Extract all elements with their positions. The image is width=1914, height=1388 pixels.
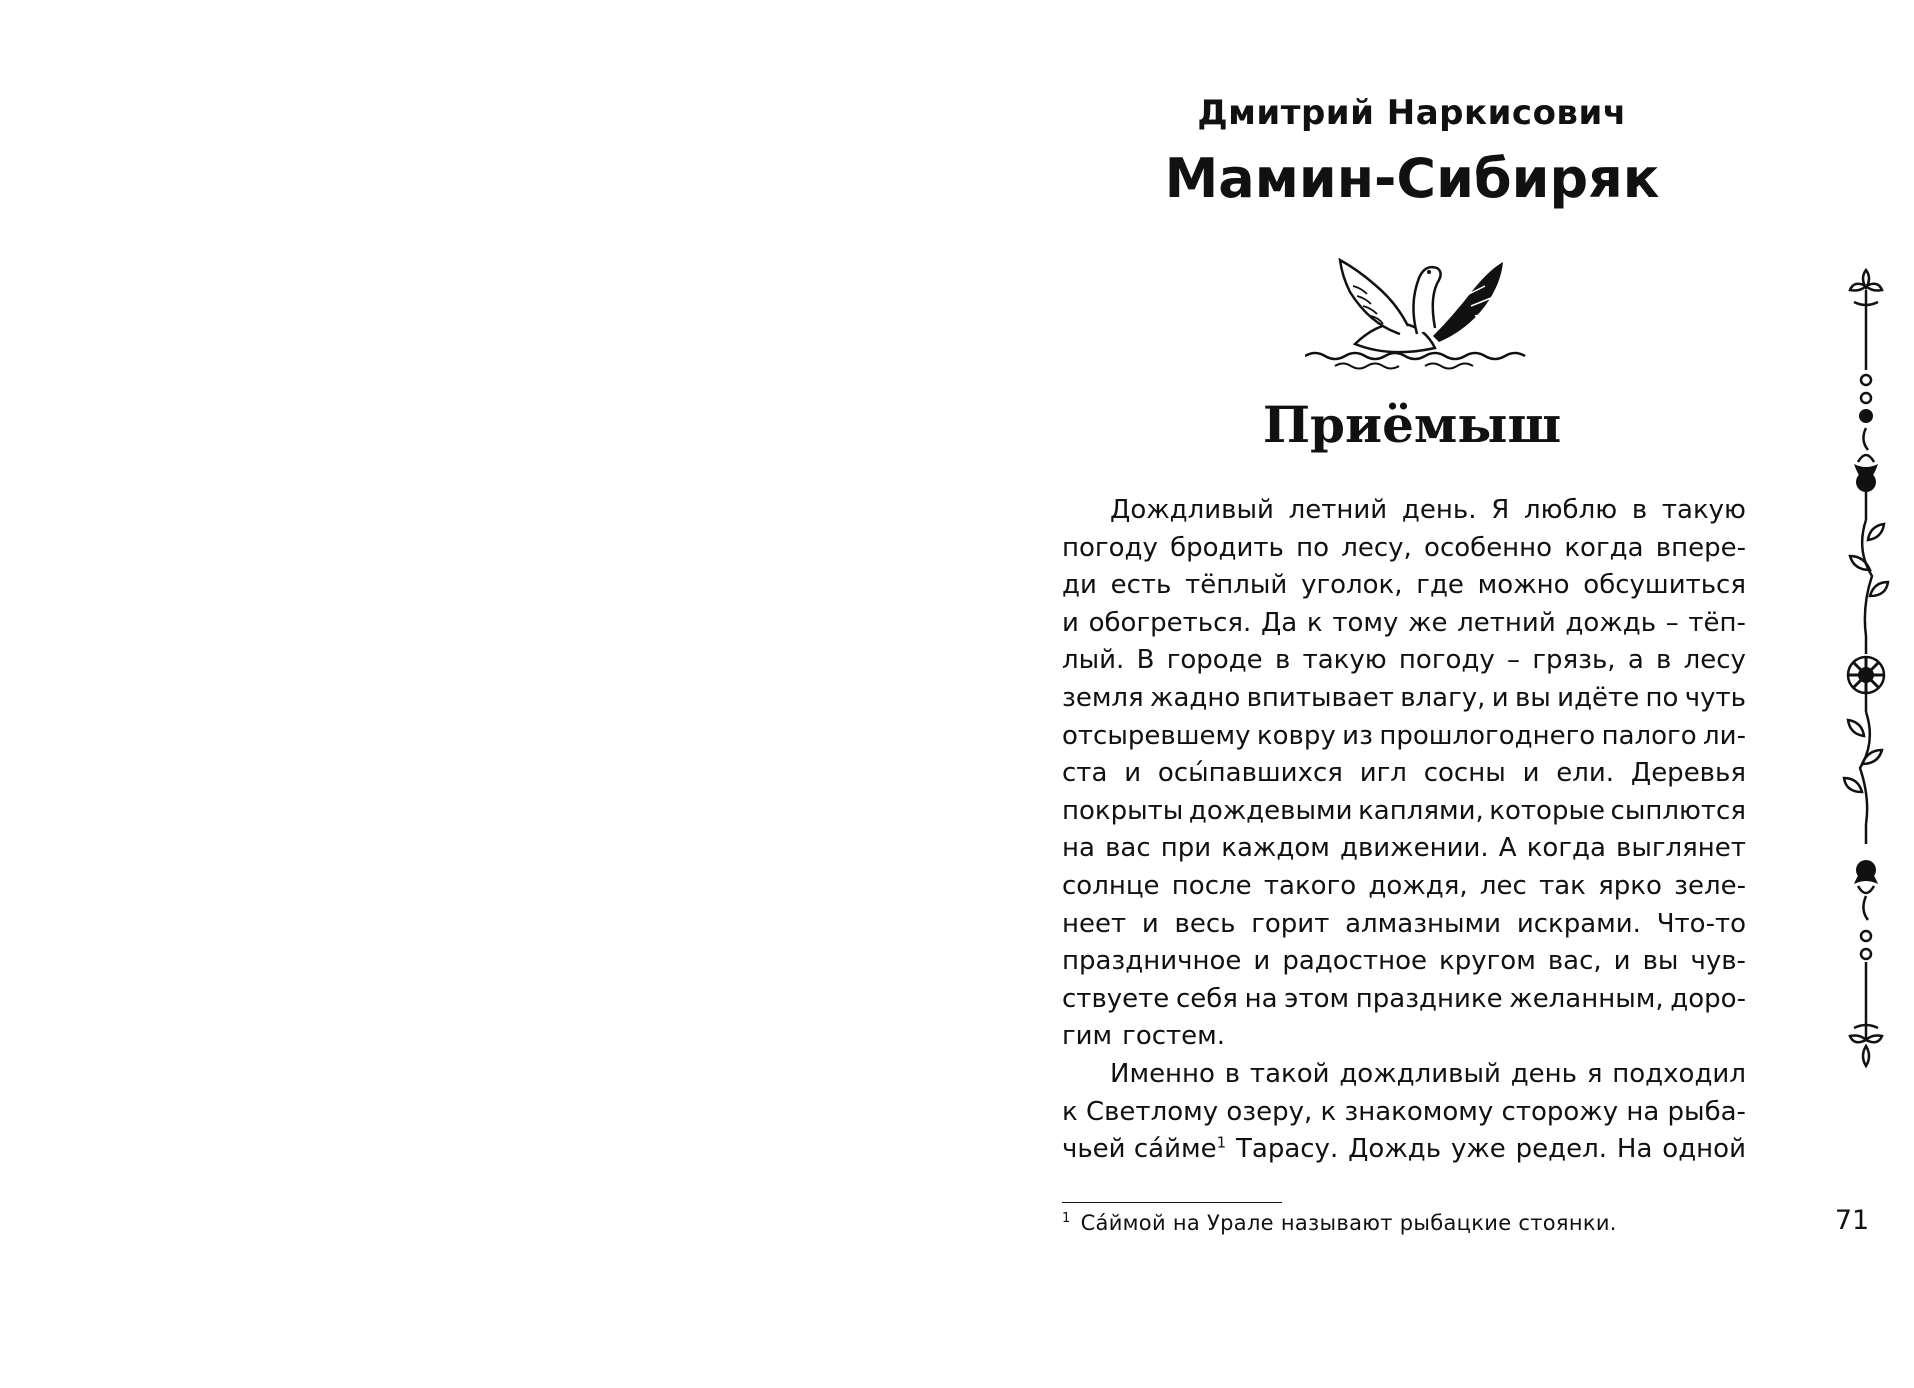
word: солнце — [1062, 870, 1160, 901]
word: Именно — [1110, 1058, 1215, 1089]
word: весь — [1174, 908, 1236, 939]
word: в — [1224, 1058, 1241, 1089]
word: бродить — [1170, 532, 1284, 563]
word: Что-то — [1656, 908, 1746, 939]
word: летний — [1457, 607, 1556, 638]
word: рыба- — [1667, 1096, 1746, 1127]
word: летний — [1288, 495, 1388, 525]
word: движении. — [1339, 833, 1489, 864]
word: доро- — [1670, 983, 1746, 1014]
word: ковру — [1256, 720, 1336, 751]
author-first-names: Дмитрий Наркисович — [1197, 93, 1627, 133]
author-last-name: Мамин-Сибиряк — [1164, 147, 1660, 210]
word: прошлогоднего — [1379, 720, 1596, 751]
word: вы — [1642, 946, 1679, 977]
word: идёте — [1557, 682, 1640, 713]
page-number: 71 — [1834, 1205, 1870, 1236]
word: на — [1062, 833, 1095, 864]
word: неет — [1062, 908, 1127, 939]
word: озеру, — [1226, 1096, 1313, 1127]
word: одной — [1662, 1134, 1746, 1165]
word: зеле- — [1674, 870, 1746, 901]
word: особенно — [1424, 532, 1553, 563]
word: ста — [1062, 758, 1108, 789]
word: когда — [1564, 532, 1644, 563]
word: радостное — [1282, 946, 1428, 977]
word: и — [1124, 758, 1142, 789]
word: такую — [1661, 495, 1746, 525]
text-line — [1062, 718, 1746, 756]
word: люблю — [1524, 495, 1618, 525]
word: дождь — [1565, 607, 1657, 638]
word: чьей са́йме — [1062, 1134, 1217, 1165]
word: при — [1160, 833, 1212, 864]
text-line — [1062, 981, 1746, 1019]
word: день. — [1401, 495, 1477, 525]
word: есть — [1110, 570, 1172, 601]
word: по — [1296, 532, 1330, 563]
footnote-mark: 1 — [1062, 1211, 1071, 1226]
word: из — [1342, 720, 1373, 751]
word: гим — [1062, 1021, 1113, 1052]
word: в — [1631, 495, 1648, 525]
word: а — [1627, 645, 1644, 676]
footnote — [1062, 1208, 1682, 1238]
word: кругом — [1439, 946, 1536, 977]
word: желанным, — [1509, 983, 1664, 1014]
word: осы́павшихся — [1157, 758, 1343, 789]
text-line — [1062, 868, 1746, 906]
word: дождя, — [1368, 870, 1468, 901]
footnote-divider — [1062, 1202, 1282, 1203]
text-line — [1062, 605, 1746, 643]
word: Деревья — [1630, 758, 1746, 789]
word: празднике — [1355, 983, 1503, 1014]
word: к — [1062, 1096, 1078, 1127]
word: и — [1062, 607, 1079, 638]
word: после — [1171, 870, 1252, 901]
word: лесу, — [1341, 532, 1412, 563]
word: погоду — [1398, 645, 1495, 676]
text-line — [1062, 830, 1746, 868]
text-line — [1062, 492, 1746, 530]
word: и — [1491, 682, 1509, 713]
word: вы — [1514, 682, 1551, 713]
word: и — [1141, 908, 1159, 939]
word: к — [1306, 607, 1323, 638]
word: и — [1522, 758, 1540, 789]
word: сторожу — [1501, 1096, 1619, 1127]
word: сыплются — [1610, 795, 1746, 826]
text-line — [1062, 1056, 1746, 1094]
word: каплями, — [1358, 795, 1484, 826]
text-line — [1062, 906, 1746, 944]
word: горит — [1251, 908, 1330, 939]
word: покрыты — [1062, 795, 1184, 826]
word: ди — [1062, 570, 1097, 601]
word: Светлому — [1085, 1096, 1219, 1127]
story-body — [1062, 492, 1746, 1169]
word: вас — [1105, 833, 1151, 864]
word: уголок, — [1301, 570, 1403, 601]
text-line — [1062, 642, 1746, 680]
word: обсушиться — [1583, 570, 1746, 601]
word: тому — [1332, 607, 1399, 638]
book-page — [1062, 0, 1914, 1388]
word: гостем. — [1122, 1021, 1226, 1052]
word: такой — [1249, 1058, 1330, 1089]
word: впере- — [1655, 532, 1746, 563]
word: где — [1416, 570, 1464, 601]
word: Я — [1491, 495, 1510, 525]
word: редел. — [1515, 1134, 1608, 1165]
word: влагу, — [1400, 682, 1486, 713]
word: отсыревшему — [1062, 720, 1251, 751]
word: день — [1510, 1058, 1577, 1089]
word: погоду — [1062, 532, 1158, 563]
word: сосны — [1423, 758, 1506, 789]
word: чув- — [1690, 946, 1746, 977]
word: в — [1656, 645, 1672, 676]
word: городе — [1166, 645, 1263, 676]
word: и — [1613, 946, 1631, 977]
word: чуть — [1684, 682, 1746, 713]
text-line — [1062, 793, 1746, 831]
word: дождевыми — [1188, 795, 1353, 826]
word: ели. — [1556, 758, 1615, 789]
word: обогреться. — [1088, 607, 1252, 638]
word-with-footnote — [1062, 1131, 1226, 1169]
word: алмазными — [1345, 908, 1502, 939]
word: так — [1539, 870, 1586, 901]
word: когда — [1526, 833, 1606, 864]
footnote-reference[interactable]: 1 — [1216, 1133, 1227, 1152]
footnote-text: Са́ймой на Урале называют рыбацкие стоянки. — [1080, 1211, 1617, 1235]
word: и — [1253, 946, 1271, 977]
word: жадно — [1150, 682, 1241, 713]
word: лый. — [1062, 645, 1125, 676]
text-line — [1062, 530, 1746, 568]
floral-ornament-icon — [1838, 250, 1894, 1100]
word: к — [1320, 1096, 1337, 1127]
text-line — [1062, 567, 1746, 605]
word: на — [1244, 983, 1278, 1014]
word: искрами. — [1516, 908, 1641, 939]
word: я — [1586, 1058, 1603, 1089]
word: такого — [1263, 870, 1357, 901]
word: дождливый — [1339, 1058, 1501, 1089]
text-line — [1062, 1131, 1746, 1169]
word: себя — [1175, 983, 1238, 1014]
word: каждом — [1221, 833, 1330, 864]
word: вас, — [1547, 946, 1602, 977]
word: праздничное — [1062, 946, 1242, 977]
word: На — [1616, 1134, 1653, 1165]
word: В — [1136, 645, 1155, 676]
word: лесу — [1683, 645, 1746, 676]
word: лес — [1479, 870, 1527, 901]
word: игл — [1359, 758, 1407, 789]
word: – — [1665, 607, 1679, 638]
word: уже — [1450, 1134, 1506, 1165]
text-line — [1062, 943, 1746, 981]
word: в — [1274, 645, 1291, 676]
word: А — [1498, 833, 1517, 864]
text-line — [1062, 1094, 1746, 1132]
text-line — [1062, 680, 1746, 718]
word: этом — [1284, 983, 1350, 1014]
word: – — [1507, 645, 1521, 676]
word: ли- — [1703, 720, 1746, 751]
word: выглянет — [1616, 833, 1746, 864]
word: ярко — [1598, 870, 1662, 901]
word: ствуете — [1062, 983, 1170, 1014]
word: знакомому — [1344, 1096, 1494, 1127]
word: Да — [1260, 607, 1298, 638]
word: впитывает — [1246, 682, 1394, 713]
word: земля — [1062, 682, 1144, 713]
word: можно — [1477, 570, 1570, 601]
word: грязь, — [1532, 645, 1616, 676]
word: же — [1408, 607, 1448, 638]
text-line — [1062, 755, 1746, 793]
word: такую — [1302, 645, 1387, 676]
word: тёп- — [1688, 607, 1746, 638]
story-title: Приёмыш — [1262, 395, 1562, 454]
word: которые — [1489, 795, 1605, 826]
text-line — [1062, 1018, 1746, 1056]
word: тёплый — [1185, 570, 1288, 601]
word: подходил — [1612, 1058, 1746, 1089]
word: на — [1626, 1096, 1660, 1127]
word: Дождливый — [1110, 495, 1274, 525]
word: Тарасу. — [1236, 1134, 1339, 1165]
word: палого — [1601, 720, 1697, 751]
word: Дождь — [1348, 1134, 1442, 1165]
word: по — [1645, 682, 1679, 713]
swan-icon — [1305, 256, 1535, 376]
